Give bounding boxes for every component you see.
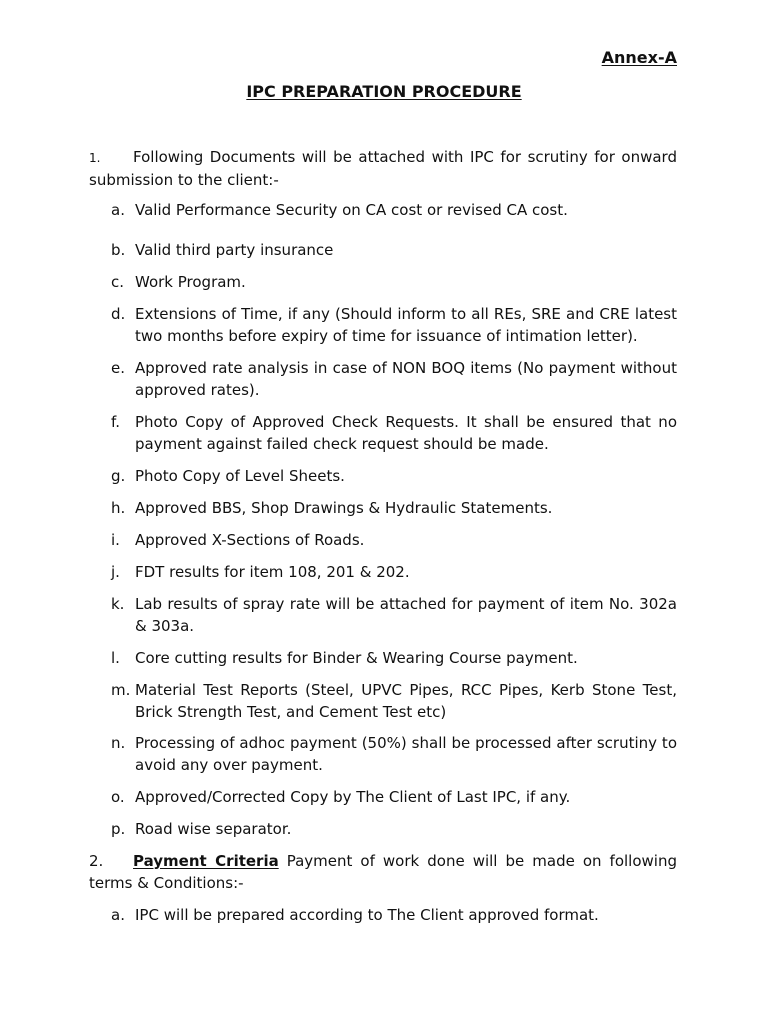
list-marker: l. — [111, 649, 120, 667]
list-item-text: Material Test Reports (Steel, UPVC Pipes, RCC Pipes, Kerb Stone Test, Brick Strength Test, and Cement Test etc) — [135, 681, 677, 721]
list-item-1l — [111, 648, 677, 670]
document-title: IPC PREPARATION PROCEDURE — [246, 82, 522, 101]
list-item-text: Approved rate analysis in case of NON BOQ items (No payment without approved rates). — [135, 359, 677, 399]
list-marker: f. — [111, 413, 120, 431]
list-item-text: Lab results of spray rate will be attached for payment of item No. 302a & 303a. — [135, 595, 677, 635]
list-item-2a — [111, 905, 677, 927]
list-item-1c — [111, 272, 677, 294]
list-item-1j — [111, 562, 677, 584]
list-marker: b. — [111, 241, 126, 259]
section-2-text: Payment of work done will be made on following terms & Conditions:- — [89, 852, 677, 892]
list-item-text: FDT results for item 108, 201 & 202. — [135, 563, 410, 581]
list-item-text: Photo Copy of Level Sheets. — [135, 467, 345, 485]
list-marker: h. — [111, 499, 126, 517]
list-item-1d — [111, 304, 677, 347]
list-item-1b — [111, 240, 677, 262]
list-marker: n. — [111, 734, 126, 752]
list-item-1p — [111, 819, 677, 841]
section-1-paragraph — [89, 146, 677, 191]
list-item-1m — [111, 680, 677, 723]
list-marker: e. — [111, 359, 125, 377]
list-marker: c. — [111, 273, 125, 291]
section-2-heading: Payment Criteria — [133, 852, 279, 870]
list-marker: d. — [111, 305, 126, 323]
list-item-1o — [111, 787, 677, 809]
section-1-number: 1. — [89, 151, 101, 165]
list-item-text: IPC will be prepared according to The Client approved format. — [135, 906, 599, 924]
list-item-text: Valid Performance Security on CA cost or revised CA cost. — [135, 201, 568, 219]
list-item-text: Approved/Corrected Copy by The Client of Last IPC, if any. — [135, 788, 571, 806]
section-1-text: Following Documents will be attached with IPC for scrutiny for onward submission to the client:- — [89, 148, 677, 189]
list-marker: m. — [111, 681, 131, 699]
list-item-1k — [111, 594, 677, 637]
list-item-1f — [111, 412, 677, 455]
list-item-1e — [111, 358, 677, 401]
list-item-text: Valid third party insurance — [135, 241, 334, 259]
list-item-text: Road wise separator. — [135, 820, 292, 838]
list-item-1g — [111, 466, 677, 488]
list-item-text: Work Program. — [135, 273, 246, 291]
list-item-text: Approved X-Sections of Roads. — [135, 531, 365, 549]
list-marker: k. — [111, 595, 125, 613]
list-item-1h — [111, 498, 677, 520]
annex-label: Annex-A — [601, 48, 677, 67]
list-item-1n — [111, 733, 677, 776]
list-item-text: Extensions of Time, if any (Should inform to all REs, SRE and CRE latest two months before expiry of time for issuance of intimation letter). — [135, 305, 677, 345]
list-item-1a — [111, 200, 677, 222]
list-item-1i — [111, 530, 677, 552]
list-marker: a. — [111, 201, 125, 219]
list-item-text: Processing of adhoc payment (50%) shall be processed after scrutiny to avoid any over payment. — [135, 734, 677, 774]
list-item-text: Core cutting results for Binder & Wearing Course payment. — [135, 649, 578, 667]
list-marker: o. — [111, 788, 125, 806]
list-marker: j. — [111, 563, 120, 581]
list-marker: a. — [111, 906, 125, 924]
list-marker: g. — [111, 467, 126, 485]
list-item-text: Photo Copy of Approved Check Requests. It shall be ensured that no payment against failed check request should be made. — [135, 413, 677, 453]
section-2-number: 2. — [89, 852, 104, 870]
list-item-text: Approved BBS, Shop Drawings & Hydraulic Statements. — [135, 499, 553, 517]
list-marker: p. — [111, 820, 126, 838]
section-2-paragraph — [89, 850, 677, 894]
list-marker: i. — [111, 531, 120, 549]
